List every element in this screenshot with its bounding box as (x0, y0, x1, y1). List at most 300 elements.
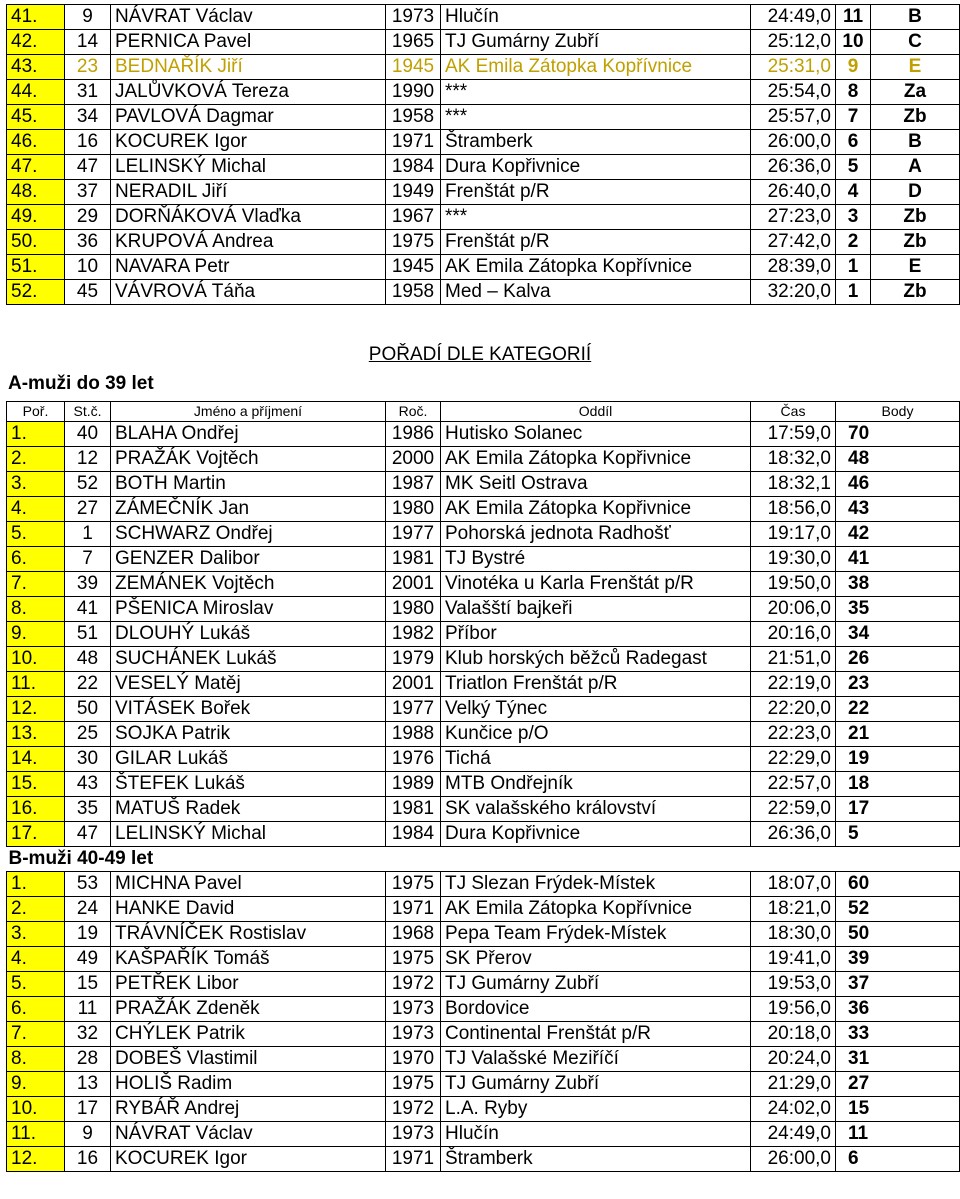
year-cell: 1990 (386, 80, 441, 105)
position-cell: 2. (7, 897, 65, 922)
club-cell: AK Emila Zátopka Kopřívnice (441, 897, 751, 922)
points-cell: 34 (836, 622, 960, 647)
club-cell: Hlučín (441, 1122, 751, 1147)
club-cell: *** (441, 80, 751, 105)
start-number-cell: 28 (65, 1047, 111, 1072)
points-cell: 70 (836, 422, 960, 447)
start-number-cell: 1 (65, 522, 111, 547)
table-row (7, 547, 960, 572)
start-number-cell: 22 (65, 672, 111, 697)
year-cell: 1967 (386, 205, 441, 230)
points-cell: 8 (836, 80, 871, 105)
start-number-cell: 34 (65, 105, 111, 130)
position-cell: 9. (7, 1072, 65, 1097)
name-cell: JALŮVKOVÁ Tereza (111, 80, 386, 105)
name-cell: DORŇÁKOVÁ Vlaďka (111, 205, 386, 230)
table-row (7, 872, 960, 897)
points-cell: 26 (836, 647, 960, 672)
category-cell: A (871, 155, 960, 180)
name-cell: DOBEŠ Vlastimil (111, 1047, 386, 1072)
year-cell: 1984 (386, 822, 441, 847)
club-cell: AK Emila Zátopka Kopřívnice (441, 255, 751, 280)
points-cell: 11 (836, 5, 871, 30)
time-cell: 19:50,0 (751, 572, 836, 597)
start-number-cell: 36 (65, 230, 111, 255)
category-cell: C (871, 30, 960, 55)
club-cell: Continental Frenštát p/R (441, 1022, 751, 1047)
position-cell: 12. (7, 1147, 65, 1172)
table-row (7, 897, 960, 922)
table-row (7, 180, 960, 205)
table-row (7, 447, 960, 472)
table-row (7, 255, 960, 280)
club-cell: Hlučín (441, 5, 751, 30)
position-cell: 11. (7, 672, 65, 697)
name-cell: HOLIŠ Radim (111, 1072, 386, 1097)
name-cell: GENZER Dalibor (111, 547, 386, 572)
section-title: POŘADÍ DLE KATEGORIÍ (368, 344, 592, 365)
name-cell: BLAHA Ondřej (111, 422, 386, 447)
year-cell: 1975 (386, 1072, 441, 1097)
time-cell: 18:56,0 (751, 497, 836, 522)
year-cell: 2001 (386, 672, 441, 697)
table-row (7, 622, 960, 647)
start-number-cell: 47 (65, 822, 111, 847)
points-cell: 6 (836, 1147, 960, 1172)
category-cell: E (871, 55, 960, 80)
name-cell: PERNICA Pavel (111, 30, 386, 55)
points-cell: 35 (836, 597, 960, 622)
time-cell: 19:56,0 (751, 997, 836, 1022)
club-cell: Kunčice p/O (441, 722, 751, 747)
points-cell: 4 (836, 180, 871, 205)
points-cell: 5 (836, 155, 871, 180)
table-row (7, 922, 960, 947)
club-cell: Příbor (441, 622, 751, 647)
header-club: Oddíl (441, 402, 751, 422)
club-cell: MTB Ondřejník (441, 772, 751, 797)
start-number-cell: 19 (65, 922, 111, 947)
start-number-cell: 14 (65, 30, 111, 55)
time-cell: 20:06,0 (751, 597, 836, 622)
club-cell: TJ Valašské Meziříčí (441, 1047, 751, 1072)
table-row (7, 597, 960, 622)
table-row (7, 697, 960, 722)
time-cell: 17:59,0 (751, 422, 836, 447)
year-cell: 1965 (386, 30, 441, 55)
table-row (7, 5, 960, 30)
time-cell: 27:42,0 (751, 230, 836, 255)
table-row (7, 130, 960, 155)
time-cell: 18:30,0 (751, 922, 836, 947)
club-cell: Med – Kalva (441, 280, 751, 305)
year-cell: 1981 (386, 797, 441, 822)
table-row (7, 1122, 960, 1147)
points-cell: 10 (836, 30, 871, 55)
category-cell: D (871, 180, 960, 205)
points-cell: 43 (836, 497, 960, 522)
points-cell: 7 (836, 105, 871, 130)
start-number-cell: 13 (65, 1072, 111, 1097)
year-cell: 1958 (386, 105, 441, 130)
position-cell: 43. (7, 55, 65, 80)
points-cell: 39 (836, 947, 960, 972)
club-cell: Hutisko Solanec (441, 422, 751, 447)
time-cell: 28:39,0 (751, 255, 836, 280)
position-cell: 41. (7, 5, 65, 30)
year-cell: 1973 (386, 1122, 441, 1147)
points-cell: 17 (836, 797, 960, 822)
start-number-cell: 23 (65, 55, 111, 80)
position-cell: 48. (7, 180, 65, 205)
start-number-cell: 49 (65, 947, 111, 972)
category-cell: B (871, 130, 960, 155)
year-cell: 1976 (386, 747, 441, 772)
table-row (7, 155, 960, 180)
time-cell: 22:19,0 (751, 672, 836, 697)
time-cell: 26:36,0 (751, 155, 836, 180)
position-cell: 7. (7, 1022, 65, 1047)
category-cell: Zb (871, 230, 960, 255)
club-cell: Pohorská jednota Radhošť (441, 522, 751, 547)
club-cell: MK Seitl Ostrava (441, 472, 751, 497)
club-cell: AK Emila Zátopka Kopřívnice (441, 55, 751, 80)
year-cell: 1968 (386, 922, 441, 947)
name-cell: BOTH Martin (111, 472, 386, 497)
position-cell: 10. (7, 1097, 65, 1122)
club-cell: Valašští bajkeři (441, 597, 751, 622)
name-cell: ŠTEFEK Lukáš (111, 772, 386, 797)
table-row (7, 280, 960, 305)
points-cell: 46 (836, 472, 960, 497)
start-number-cell: 37 (65, 180, 111, 205)
table-row (7, 722, 960, 747)
points-cell: 31 (836, 1047, 960, 1072)
position-cell: 6. (7, 547, 65, 572)
club-cell: Štramberk (441, 130, 751, 155)
start-number-cell: 48 (65, 647, 111, 672)
points-cell: 15 (836, 1097, 960, 1122)
time-cell: 18:32,0 (751, 447, 836, 472)
position-cell: 8. (7, 1047, 65, 1072)
category-cell: E (871, 255, 960, 280)
start-number-cell: 51 (65, 622, 111, 647)
time-cell: 18:07,0 (751, 872, 836, 897)
position-cell: 7. (7, 572, 65, 597)
position-cell: 52. (7, 280, 65, 305)
position-cell: 10. (7, 647, 65, 672)
time-cell: 22:29,0 (751, 747, 836, 772)
time-cell: 20:18,0 (751, 1022, 836, 1047)
year-cell: 1980 (386, 597, 441, 622)
club-cell: TJ Gumárny Zubří (441, 30, 751, 55)
year-cell: 1975 (386, 872, 441, 897)
header-year: Roč. (386, 402, 441, 422)
time-cell: 19:41,0 (751, 947, 836, 972)
start-number-cell: 31 (65, 80, 111, 105)
header-num: St.č. (65, 402, 111, 422)
start-number-cell: 27 (65, 497, 111, 522)
name-cell: NÁVRAT Václav (111, 1122, 386, 1147)
time-cell: 19:30,0 (751, 547, 836, 572)
position-cell: 44. (7, 80, 65, 105)
name-cell: NÁVRAT Václav (111, 5, 386, 30)
points-cell: 37 (836, 972, 960, 997)
table-row (7, 472, 960, 497)
position-cell: 12. (7, 697, 65, 722)
name-cell: ZEMÁNEK Vojtěch (111, 572, 386, 597)
name-cell: PETŘEK Libor (111, 972, 386, 997)
year-cell: 1975 (386, 230, 441, 255)
time-cell: 21:51,0 (751, 647, 836, 672)
name-cell: GILAR Lukáš (111, 747, 386, 772)
club-cell: *** (441, 105, 751, 130)
category-results-table (6, 401, 960, 1172)
points-cell: 50 (836, 922, 960, 947)
name-cell: VÁVROVÁ Táňa (111, 280, 386, 305)
points-cell: 52 (836, 897, 960, 922)
club-cell: *** (441, 205, 751, 230)
year-cell: 1972 (386, 972, 441, 997)
category-cell: B (871, 5, 960, 30)
start-number-cell: 30 (65, 747, 111, 772)
position-cell: 42. (7, 30, 65, 55)
time-cell: 24:49,0 (751, 5, 836, 30)
time-cell: 26:00,0 (751, 1147, 836, 1172)
header-name: Jméno a příjmení (111, 402, 386, 422)
category-a-label: A-muži do 39 let (8, 373, 154, 394)
category-cell: Zb (871, 280, 960, 305)
start-number-cell: 15 (65, 972, 111, 997)
club-cell: Velký Týnec (441, 697, 751, 722)
position-cell: 9. (7, 622, 65, 647)
time-cell: 25:31,0 (751, 55, 836, 80)
year-cell: 1970 (386, 1047, 441, 1072)
name-cell: VESELÝ Matěj (111, 672, 386, 697)
table-row (7, 105, 960, 130)
position-cell: 13. (7, 722, 65, 747)
club-cell: TJ Gumárny Zubří (441, 972, 751, 997)
start-number-cell: 9 (65, 5, 111, 30)
start-number-cell: 45 (65, 280, 111, 305)
club-cell: Bordovice (441, 997, 751, 1022)
year-cell: 1977 (386, 697, 441, 722)
name-cell: DLOUHÝ Lukáš (111, 622, 386, 647)
club-cell: Vinotéka u Karla Frenštát p/R (441, 572, 751, 597)
time-cell: 19:53,0 (751, 972, 836, 997)
name-cell: ZÁMEČNÍK Jan (111, 497, 386, 522)
points-cell: 5 (836, 822, 960, 847)
position-cell: 45. (7, 105, 65, 130)
start-number-cell: 52 (65, 472, 111, 497)
club-cell: Dura Kopřivnice (441, 822, 751, 847)
position-cell: 5. (7, 972, 65, 997)
club-cell: Frenštát p/R (441, 230, 751, 255)
year-cell: 1971 (386, 1147, 441, 1172)
category-b-label: B-muži 40-49 let (8, 848, 154, 869)
name-cell: NAVARA Petr (111, 255, 386, 280)
year-cell: 1979 (386, 647, 441, 672)
points-cell: 1 (836, 280, 871, 305)
table-row (7, 1147, 960, 1172)
club-cell: TJ Gumárny Zubří (441, 1072, 751, 1097)
name-cell: TRÁVNÍČEK Rostislav (111, 922, 386, 947)
table-row (7, 572, 960, 597)
start-number-cell: 53 (65, 872, 111, 897)
name-cell: NERADIL Jiří (111, 180, 386, 205)
club-cell: AK Emila Zátopka Kopřivnice (441, 497, 751, 522)
time-cell: 18:21,0 (751, 897, 836, 922)
year-cell: 1972 (386, 1097, 441, 1122)
start-number-cell: 7 (65, 547, 111, 572)
club-cell: Dura Kopřivnice (441, 155, 751, 180)
time-cell: 22:59,0 (751, 797, 836, 822)
name-cell: KAŠPAŘÍK Tomáš (111, 947, 386, 972)
position-cell: 4. (7, 497, 65, 522)
points-cell: 2 (836, 230, 871, 255)
name-cell: LELINSKÝ Michal (111, 155, 386, 180)
position-cell: 50. (7, 230, 65, 255)
points-cell: 21 (836, 722, 960, 747)
header-time: Čas (751, 402, 836, 422)
time-cell: 32:20,0 (751, 280, 836, 305)
year-cell: 1982 (386, 622, 441, 647)
year-cell: 1987 (386, 472, 441, 497)
table-row (7, 947, 960, 972)
points-cell: 36 (836, 997, 960, 1022)
table-row (7, 1047, 960, 1072)
position-cell: 11. (7, 1122, 65, 1147)
position-cell: 4. (7, 947, 65, 972)
name-cell: PRAŽÁK Zdeněk (111, 997, 386, 1022)
time-cell: 27:23,0 (751, 205, 836, 230)
position-cell: 49. (7, 205, 65, 230)
time-cell: 24:02,0 (751, 1097, 836, 1122)
points-cell: 60 (836, 872, 960, 897)
time-cell: 19:17,0 (751, 522, 836, 547)
points-cell: 42 (836, 522, 960, 547)
position-cell: 14. (7, 747, 65, 772)
overall-results-table (6, 4, 960, 305)
points-cell: 23 (836, 672, 960, 697)
club-cell: L.A. Ryby (441, 1097, 751, 1122)
club-cell: Tichá (441, 747, 751, 772)
position-cell: 46. (7, 130, 65, 155)
table-row (7, 1097, 960, 1122)
time-cell: 25:12,0 (751, 30, 836, 55)
position-cell: 3. (7, 472, 65, 497)
table-row (7, 497, 960, 522)
start-number-cell: 9 (65, 1122, 111, 1147)
club-cell: Triatlon Frenštát p/R (441, 672, 751, 697)
table-row (7, 55, 960, 80)
name-cell: PRAŽÁK Vojtěch (111, 447, 386, 472)
table-row (7, 522, 960, 547)
club-cell: Klub horských běžců Radegast (441, 647, 751, 672)
position-cell: 17. (7, 822, 65, 847)
year-cell: 1971 (386, 130, 441, 155)
time-cell: 26:00,0 (751, 130, 836, 155)
position-cell: 6. (7, 997, 65, 1022)
points-cell: 18 (836, 772, 960, 797)
start-number-cell: 41 (65, 597, 111, 622)
start-number-cell: 32 (65, 1022, 111, 1047)
table-row (7, 422, 960, 447)
time-cell: 22:57,0 (751, 772, 836, 797)
year-cell: 2000 (386, 447, 441, 472)
name-cell: PAVLOVÁ Dagmar (111, 105, 386, 130)
name-cell: KRUPOVÁ Andrea (111, 230, 386, 255)
start-number-cell: 24 (65, 897, 111, 922)
position-cell: 1. (7, 872, 65, 897)
position-cell: 8. (7, 597, 65, 622)
table-row (7, 30, 960, 55)
name-cell: LELINSKÝ Michal (111, 822, 386, 847)
start-number-cell: 29 (65, 205, 111, 230)
points-cell: 1 (836, 255, 871, 280)
club-cell: TJ Bystré (441, 547, 751, 572)
table-row (7, 797, 960, 822)
time-cell: 25:57,0 (751, 105, 836, 130)
header-pos: Poř. (7, 402, 65, 422)
name-cell: BEDNAŘÍK Jiří (111, 55, 386, 80)
time-cell: 21:29,0 (751, 1072, 836, 1097)
table-row (7, 772, 960, 797)
start-number-cell: 50 (65, 697, 111, 722)
time-cell: 22:20,0 (751, 697, 836, 722)
name-cell: RYBÁŘ Andrej (111, 1097, 386, 1122)
year-cell: 1958 (386, 280, 441, 305)
start-number-cell: 10 (65, 255, 111, 280)
year-cell: 1945 (386, 55, 441, 80)
year-cell: 1981 (386, 547, 441, 572)
header-row (7, 402, 960, 422)
start-number-cell: 16 (65, 1147, 111, 1172)
name-cell: SOJKA Patrik (111, 722, 386, 747)
table-row (7, 647, 960, 672)
time-cell: 26:40,0 (751, 180, 836, 205)
points-cell: 38 (836, 572, 960, 597)
table-row (7, 822, 960, 847)
name-cell: MICHNA Pavel (111, 872, 386, 897)
position-cell: 1. (7, 422, 65, 447)
category-cell: Zb (871, 105, 960, 130)
name-cell: SUCHÁNEK Lukáš (111, 647, 386, 672)
year-cell: 1973 (386, 997, 441, 1022)
category-cell: Zb (871, 205, 960, 230)
name-cell: KOCUREK Igor (111, 130, 386, 155)
year-cell: 1971 (386, 897, 441, 922)
club-cell: SK valašského království (441, 797, 751, 822)
year-cell: 1977 (386, 522, 441, 547)
position-cell: 5. (7, 522, 65, 547)
year-cell: 1986 (386, 422, 441, 447)
table-row (7, 80, 960, 105)
points-cell: 11 (836, 1122, 960, 1147)
name-cell: PŠENICA Miroslav (111, 597, 386, 622)
points-cell: 9 (836, 55, 871, 80)
year-cell: 1973 (386, 5, 441, 30)
position-cell: 47. (7, 155, 65, 180)
start-number-cell: 40 (65, 422, 111, 447)
position-cell: 15. (7, 772, 65, 797)
table-row (7, 1072, 960, 1097)
club-cell: TJ Slezan Frýdek-Místek (441, 872, 751, 897)
time-cell: 18:32,1 (751, 472, 836, 497)
club-cell: Pepa Team Frýdek-Místek (441, 922, 751, 947)
table-row (7, 672, 960, 697)
time-cell: 24:49,0 (751, 1122, 836, 1147)
